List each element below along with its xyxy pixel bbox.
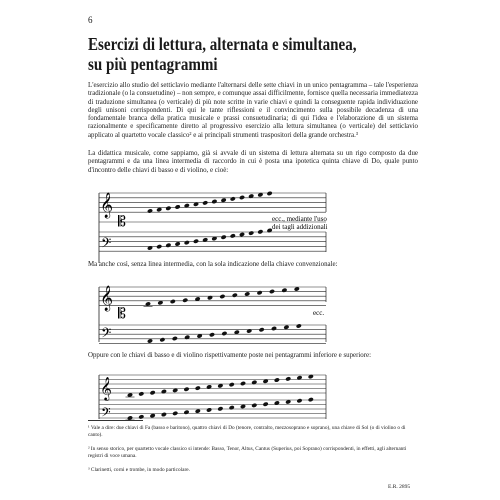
note-head <box>165 243 171 248</box>
note-head <box>296 398 302 403</box>
note-head <box>156 207 162 212</box>
note-head <box>221 235 227 240</box>
note-head <box>257 290 263 295</box>
note-head <box>156 244 162 249</box>
note-head <box>145 301 151 306</box>
note-head <box>248 230 254 235</box>
note-head <box>207 295 213 300</box>
note-head <box>193 239 199 244</box>
music-example-2 <box>99 285 326 344</box>
note-head <box>274 400 280 405</box>
note-head <box>271 326 277 331</box>
note-head <box>138 414 144 419</box>
note-head <box>229 382 235 387</box>
note-head <box>211 199 217 204</box>
paragraph-intro-text: L'esercizio allo studio del setticlavio mediante l'alternarsi delle sette chiavi in un unico pentagramma – tale l'esperienza tradizionale (o la consuetudine) – non sempre, e comunque assai difficilmente, fornisce quella necessaria immediatezza di traduzione simultanea (o verticale) di più note scritte in varie chiavi e quindi la conseguente rapida individuazione degli unisoni corrispondenti. <box>88 82 418 114</box>
annotation-additional-lines-1: ecc., mediante l'uso <box>272 215 327 223</box>
paragraph-didactic: La didattica musicale, come sappiamo, già si avvale di un sistema di lettura alternata su un rigo composto da due pentagrammi e da una linea intermedia di raccordo in cui è posta una ipotetica quinta chiave di Do, quale punto d'incontro delle chiavi di basso e di violino, e cioè: <box>88 150 418 174</box>
footnote-1: ¹ Vale a dire: due chiavi di Fa (basso e baritono), quattro chiavi di Do (tenore, contralto, mezzosoprano e soprano), una chiave di Sol (o di violino o di canto). <box>88 425 406 438</box>
note-head <box>296 323 302 328</box>
annotation-etc: ecc. <box>313 309 325 317</box>
note-head <box>221 331 227 336</box>
note-head <box>183 387 189 392</box>
note-head <box>202 200 208 205</box>
catalog-code: E.R. 2895 <box>388 484 411 490</box>
note-head <box>165 206 171 211</box>
note-head <box>182 298 188 303</box>
page-title: Esercizi di lettura, alternata e simultanea, su più pentagrammi <box>88 34 357 74</box>
note-head <box>209 332 215 337</box>
annotation-additional-lines-2: dei tagli addizionali <box>272 223 328 231</box>
note-head <box>269 289 275 294</box>
paragraph-intro-continuation: Di qui le tante riflessioni e il convincimento sulla possibile decadenza di una fondamentale branca della pratica musicale e prassi consuetudinaria; di qui l'idea e l'elaborazione di un sistema razionalmente e specificamente diretto al progressivo esercizio alla lettura simultanea (o verticale) del setticlavio applicato al quartetto vocale classico² e ai principali strumenti traspositori della grande orchestra.³ <box>88 106 418 139</box>
note-head <box>150 390 156 395</box>
note-head <box>150 413 156 418</box>
note-head <box>175 204 181 209</box>
bass-clef-icon: 𝄢 <box>101 407 111 423</box>
note-head <box>263 402 269 407</box>
bass-clef-icon: 𝄢 <box>101 327 112 344</box>
treble-clef-icon: 𝄞 <box>100 192 114 217</box>
note-head <box>221 198 227 203</box>
bass-clef-icon: 𝄢 <box>101 237 112 254</box>
page-number: 6 <box>88 15 93 25</box>
note-head <box>170 299 176 304</box>
note-head <box>232 293 238 298</box>
note-head <box>147 338 153 343</box>
note-head <box>281 288 287 293</box>
note-head <box>161 389 167 394</box>
note-head <box>240 381 246 386</box>
note-head <box>172 411 178 416</box>
note-head <box>283 325 289 330</box>
paragraph-treble-bass: Oppure con le chiavi di basso e di violino rispettivamente poste nei pentagrammi inferiore e superiore: <box>88 352 372 359</box>
note-head <box>206 407 212 412</box>
music-example-1 <box>99 191 328 263</box>
note-head <box>147 208 153 213</box>
footnote-3: ³ Clarinetti, corni e trombe, in modo particolare. <box>88 467 190 473</box>
note-head <box>175 241 181 246</box>
music-example-3 <box>99 374 326 423</box>
note-head <box>230 196 236 201</box>
footnote-divider <box>88 420 143 421</box>
note-head <box>195 385 201 390</box>
note-head <box>184 240 190 245</box>
alto-clef-icon: 𝄡 <box>118 215 126 230</box>
note-head <box>206 384 212 389</box>
note-head <box>159 337 165 342</box>
note-head <box>246 328 252 333</box>
note-head <box>183 410 189 415</box>
treble-clef-icon: 𝄞 <box>100 378 112 400</box>
note-head <box>138 391 144 396</box>
note-head <box>251 403 257 408</box>
note-head <box>244 291 250 296</box>
note-head <box>285 376 291 381</box>
paragraph-conventional-clef: Ma anche così, senza linea intermedia, con la sola indicazione della chiave convenzionale: <box>88 261 338 268</box>
note-head <box>161 412 167 417</box>
alto-clef-icon: 𝄡 <box>118 307 126 322</box>
footnote-2: ² In senso storico, per quartetto vocale classico si intende: Basso, Tenor, Altus, Cantus (Superius, poi Soprano) corrispondenti, in effetti, agli alternanti registri di voce umana. <box>88 446 407 459</box>
note-head <box>184 335 190 340</box>
note-head <box>219 294 225 299</box>
treble-clef-icon: 𝄞 <box>100 285 114 310</box>
note-head <box>267 191 273 196</box>
note-head <box>239 195 245 200</box>
note-head <box>230 233 236 238</box>
note-head <box>257 229 263 234</box>
note-head <box>172 336 178 341</box>
note-head <box>229 405 235 410</box>
note-head <box>239 232 245 237</box>
note-head <box>308 397 314 402</box>
note-head <box>217 406 223 411</box>
note-head <box>274 377 280 382</box>
note-head <box>259 327 265 332</box>
